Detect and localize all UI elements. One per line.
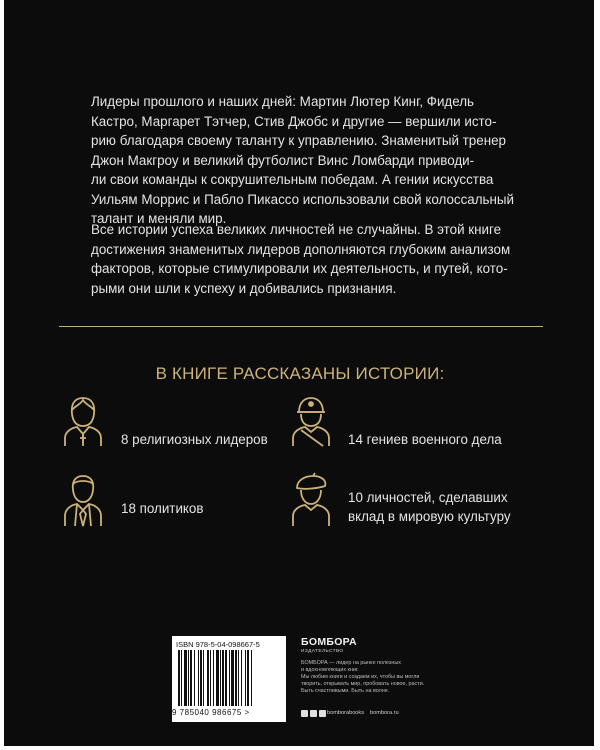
- barcode-bar: [222, 650, 224, 706]
- publisher-logo: БОМБОРА: [301, 636, 357, 648]
- text-line: Быть счастливыми. Быть на волне.: [301, 688, 390, 694]
- text-line: Уильям Моррис и Пабло Пикассо использовали свой колоссальный: [91, 191, 515, 207]
- stories-item-culture: [348, 488, 511, 526]
- item-label: 18 политиков: [121, 501, 204, 516]
- barcode-bar: [229, 650, 230, 706]
- text-line: рию благодаря своему таланту к управлению. Знаменитый тренер: [91, 133, 506, 148]
- item-label: 10 личностей, сделавших: [348, 490, 508, 505]
- military-soldier-icon: [289, 394, 333, 448]
- stories-heading: В КНИГЕ РАССКАЗАНЫ ИСТОРИИ:: [155, 364, 445, 383]
- publisher-subtitle: ИЗДАТЕЛЬСТВО: [301, 649, 344, 654]
- barcode-bar: [184, 650, 187, 706]
- barcode-bar: [181, 650, 182, 706]
- text-line: ли свои команды к сокрушительным победам. А гении искусства: [91, 172, 494, 187]
- instagram-icon[interactable]: [319, 710, 326, 717]
- text-line: талант и меняли мир.: [91, 211, 227, 226]
- barcode-bar: [207, 650, 209, 706]
- vk-icon[interactable]: [310, 710, 317, 717]
- item-label: 8 религиозных лидеров: [121, 432, 268, 447]
- artist-beret-icon: [289, 472, 333, 528]
- barcode-bar: [210, 650, 211, 706]
- barcode-bar: [238, 650, 239, 706]
- text-line: БОМБОРА — лидер на рынке полезных: [301, 660, 401, 666]
- barcode-number: 9 785040 986675 >: [172, 708, 250, 717]
- stories-item-politicians: [121, 499, 204, 518]
- politician-icon: [61, 472, 105, 528]
- facebook-icon[interactable]: [301, 710, 308, 717]
- cover-panel: [4, 0, 594, 746]
- text-line: творить, открывать мир, пробовать новое, расти.: [301, 681, 425, 687]
- text-line: рыми они шли к успеху и добивались признания.: [91, 280, 397, 296]
- barcode-bar: [245, 650, 246, 706]
- barcode-bar: [198, 650, 199, 706]
- barcode-bar: [178, 650, 180, 706]
- barcode-bar: [225, 650, 227, 706]
- barcode-bar: [194, 650, 195, 706]
- barcode-bar: [190, 650, 192, 706]
- barcode-bar: [247, 650, 249, 706]
- text-line: достижения знаменитых лидеров дополняются глубоким анализом: [91, 241, 511, 257]
- text-line: Лидеры прошлого и наших дней: Мартин Лютер Кинг, Фидель: [91, 94, 475, 109]
- text-line: факторов, которые стимулировали их деятельность, и путей, кото-: [91, 261, 508, 276]
- intro-paragraph-2: [91, 220, 521, 298]
- isbn-text: ISBN 978-5-04-098667-5: [176, 640, 260, 649]
- text-line: Джон Макгроу и великий футболист Винс Ломбарди приводи-: [91, 152, 475, 168]
- publisher-description: [301, 660, 451, 695]
- text-line: Мы любим книги и создаем их, чтобы вы могли: [301, 674, 420, 680]
- barcode-bar: [188, 650, 189, 706]
- barcode-bar: [213, 650, 214, 706]
- barcode-bar: [216, 650, 219, 706]
- text-line: Все истории успеха великих личностей не случайны. В этой книге: [91, 222, 502, 237]
- item-label: 14 гениев военного дела: [348, 432, 502, 447]
- text-line: Кастро, Маргарет Тэтчер, Стив Джобс и другие — вершили исто-: [91, 113, 497, 129]
- text-line: и вдохновляющих книг.: [301, 667, 359, 673]
- barcode-icon: [176, 650, 282, 706]
- barcode-label: [172, 636, 286, 722]
- barcode-bar: [235, 650, 237, 706]
- barcode-bar: [203, 650, 204, 706]
- barcode-bar: [241, 650, 242, 706]
- website-link[interactable]: bombora.ru: [370, 710, 399, 716]
- religious-leader-icon: [61, 394, 105, 448]
- social-icons: [301, 710, 326, 717]
- barcode-bar: [220, 650, 221, 706]
- barcode-bar: [200, 650, 202, 706]
- section-divider: [59, 326, 543, 327]
- social-handle[interactable]: bomborabooks: [327, 710, 365, 716]
- stories-item-religious: [121, 430, 268, 449]
- item-label: вклад в мировую культуру: [348, 509, 511, 524]
- barcode-bar: [231, 650, 234, 706]
- barcode-bar: [251, 650, 252, 706]
- stories-item-military: [348, 430, 502, 449]
- intro-paragraph-1: [91, 92, 521, 229]
